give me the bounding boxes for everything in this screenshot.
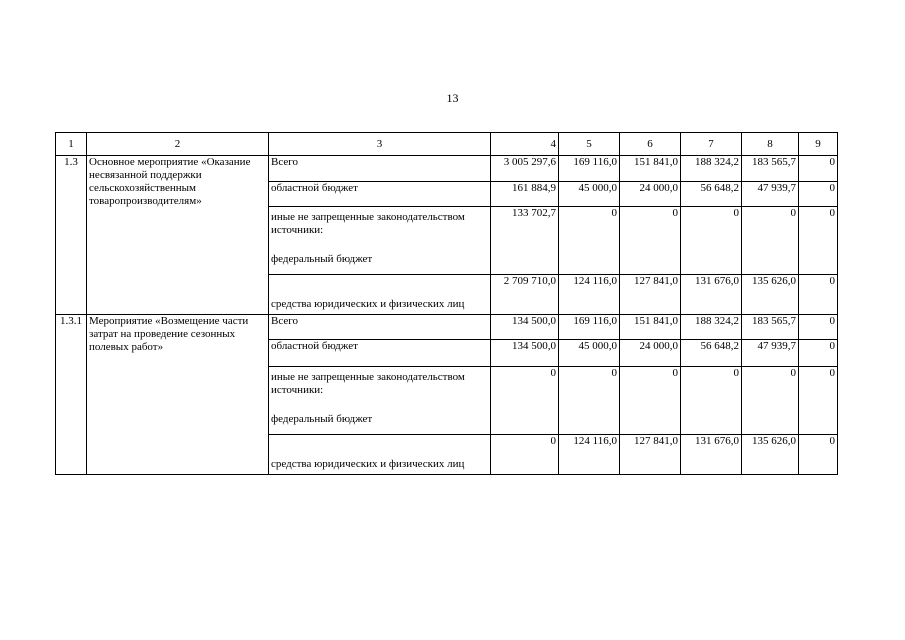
value-cell: 0 xyxy=(799,207,838,275)
header-row xyxy=(56,133,838,156)
row-label-other-sources: иные не запрещенные законодательством источники: xyxy=(271,211,465,236)
table-row xyxy=(56,156,838,182)
row-label-federal: федеральный бюджет xyxy=(271,253,373,265)
value-cell: 24 000,0 xyxy=(620,182,681,207)
value-cell: 56 648,2 xyxy=(681,340,742,367)
value-cell: 45 000,0 xyxy=(559,182,620,207)
value-cell: 0 xyxy=(742,207,799,275)
value-cell: 161 884,9 xyxy=(491,182,559,207)
value-cell: 0 xyxy=(620,367,681,435)
value-cell: 0 xyxy=(799,340,838,367)
value-cell: 0 xyxy=(742,367,799,435)
value-cell: 0 xyxy=(799,367,838,435)
value-cell: 169 116,0 xyxy=(559,315,620,340)
value-cell: 124 116,0 xyxy=(559,435,620,475)
section-index: 1.3 xyxy=(56,156,87,315)
header-cell: 7 xyxy=(681,133,742,156)
value-cell: 47 939,7 xyxy=(742,182,799,207)
section-index: 1.3.1 xyxy=(56,315,87,475)
section-name: Основное мероприятие «Оказание несвязанной поддержки сельскохозяйственным товаропроизводителям» xyxy=(87,156,269,315)
value-cell: 135 626,0 xyxy=(742,435,799,475)
value-cell: 45 000,0 xyxy=(559,340,620,367)
row-label: областной бюджет xyxy=(269,340,491,367)
value-cell: 169 116,0 xyxy=(559,156,620,182)
header-cell: 1 xyxy=(56,133,87,156)
header-cell: 5 xyxy=(559,133,620,156)
budget-table xyxy=(55,132,838,475)
value-cell: 151 841,0 xyxy=(620,315,681,340)
section-name: Мероприятие «Возмещение части затрат на проведение сезонных полевых работ» xyxy=(87,315,269,475)
header-cell: 2 xyxy=(87,133,269,156)
value-cell: 0 xyxy=(799,435,838,475)
value-cell: 24 000,0 xyxy=(620,340,681,367)
value-cell: 0 xyxy=(681,367,742,435)
value-cell: 151 841,0 xyxy=(620,156,681,182)
value-cell: 127 841,0 xyxy=(620,435,681,475)
row-label: средства юридических и физических лиц xyxy=(269,435,491,475)
row-label: областной бюджет xyxy=(269,182,491,207)
row-label xyxy=(269,207,491,275)
value-cell: 0 xyxy=(799,315,838,340)
row-label: средства юридических и физических лиц xyxy=(269,275,491,315)
value-cell: 134 500,0 xyxy=(491,340,559,367)
value-cell: 183 565,7 xyxy=(742,315,799,340)
page-number: 13 xyxy=(446,91,459,105)
header-cell: 4 xyxy=(491,133,559,156)
value-cell: 2 709 710,0 xyxy=(491,275,559,315)
value-cell: 183 565,7 xyxy=(742,156,799,182)
value-cell: 135 626,0 xyxy=(742,275,799,315)
value-cell: 0 xyxy=(799,275,838,315)
header-cell: 8 xyxy=(742,133,799,156)
value-cell: 47 939,7 xyxy=(742,340,799,367)
value-cell: 188 324,2 xyxy=(681,156,742,182)
row-label-federal: федеральный бюджет xyxy=(271,413,373,425)
value-cell: 0 xyxy=(559,207,620,275)
header-cell: 6 xyxy=(620,133,681,156)
value-cell: 0 xyxy=(799,156,838,182)
value-cell: 3 005 297,6 xyxy=(491,156,559,182)
header-cell: 3 xyxy=(269,133,491,156)
value-cell: 188 324,2 xyxy=(681,315,742,340)
header-cell: 9 xyxy=(799,133,838,156)
value-cell: 127 841,0 xyxy=(620,275,681,315)
value-cell: 134 500,0 xyxy=(491,315,559,340)
table-row xyxy=(56,315,838,340)
value-cell: 124 116,0 xyxy=(559,275,620,315)
value-cell: 0 xyxy=(620,207,681,275)
value-cell: 0 xyxy=(559,367,620,435)
value-cell: 0 xyxy=(799,182,838,207)
value-cell: 131 676,0 xyxy=(681,275,742,315)
row-label: Всего xyxy=(269,156,491,182)
value-cell: 133 702,7 xyxy=(491,207,559,275)
row-label-other-sources: иные не запрещенные законодательством источники: xyxy=(271,371,465,396)
value-cell: 0 xyxy=(491,367,559,435)
row-label xyxy=(269,367,491,435)
value-cell: 0 xyxy=(681,207,742,275)
row-label: Всего xyxy=(269,315,491,340)
value-cell: 131 676,0 xyxy=(681,435,742,475)
value-cell: 56 648,2 xyxy=(681,182,742,207)
value-cell: 0 xyxy=(491,435,559,475)
